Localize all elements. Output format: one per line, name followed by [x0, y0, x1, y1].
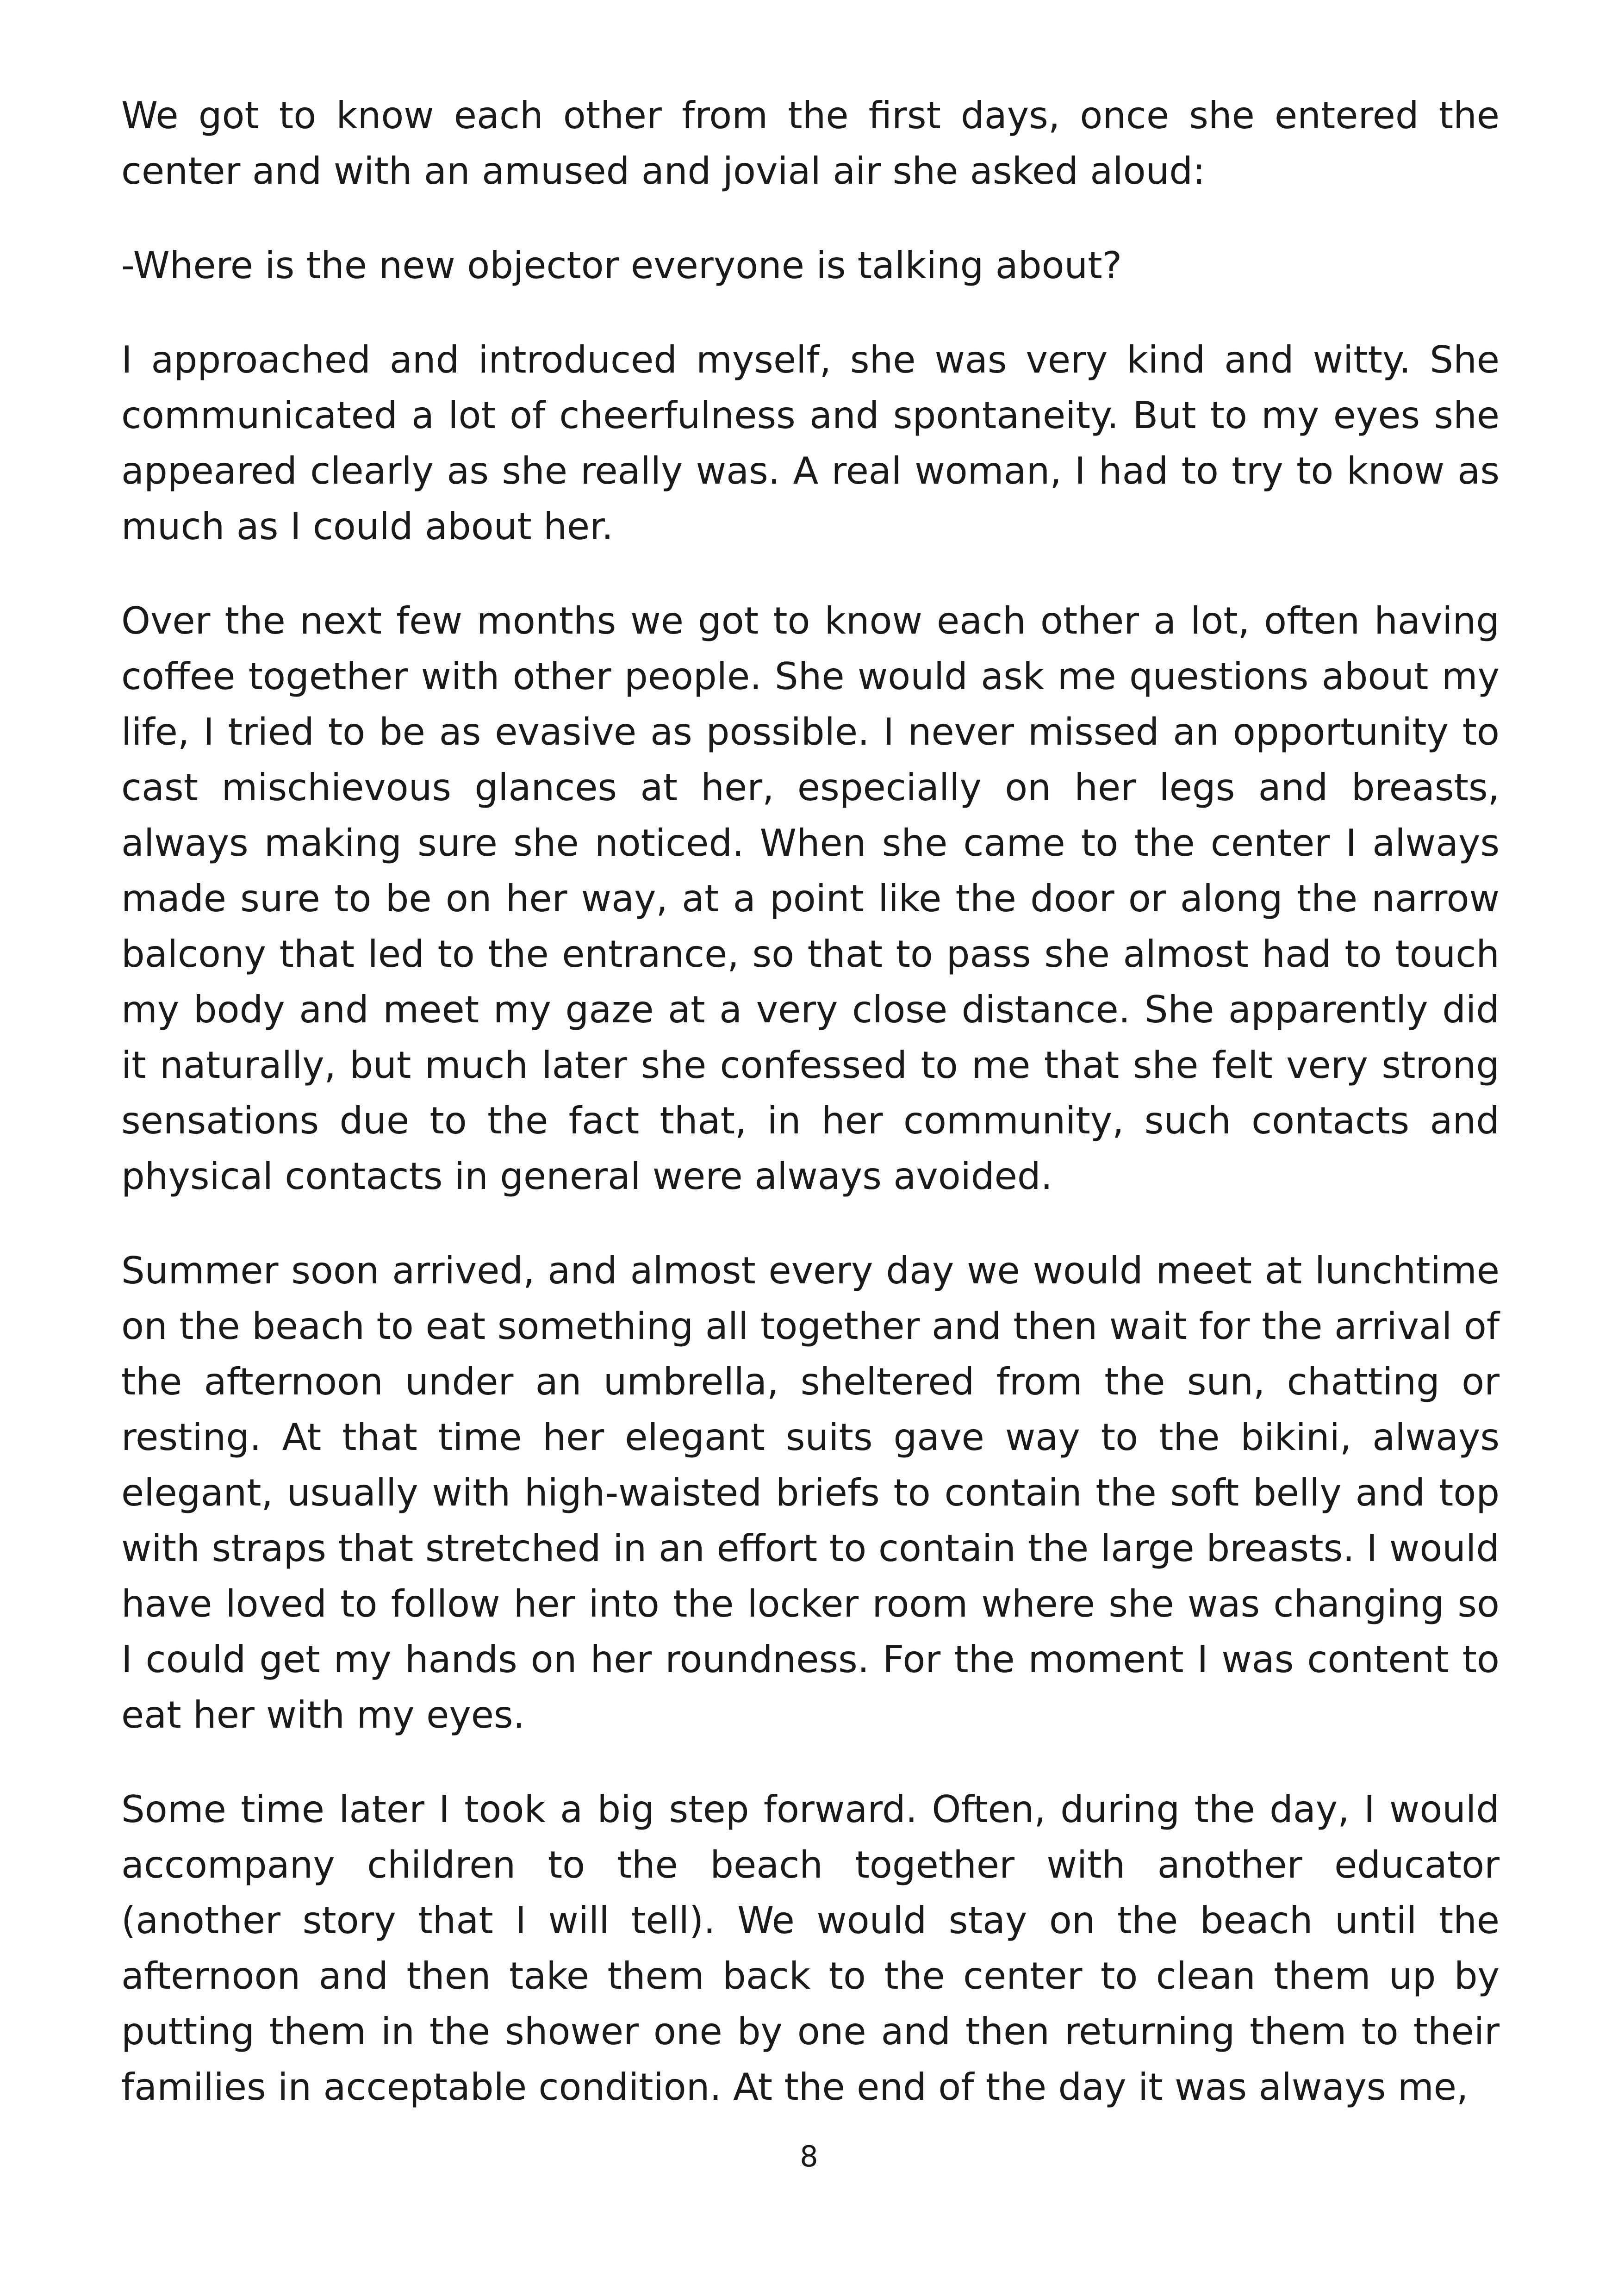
- paragraph: -Where is the new objector everyone is talking about?: [121, 244, 1122, 287]
- paragraph: We got to know each other from the first days, once she entered the center and with an amused and jovial air she asked aloud:: [121, 94, 1500, 193]
- paragraph: I approached and introduced myself, she was very kind and witty. She communicated a lot of cheerfulness and spontaneity. But to my eyes she appeared clearly as she really was. A real woman, I had to try to know as much as I could about her.: [121, 338, 1500, 548]
- page-body-text: [121, 88, 1500, 2115]
- paragraph: Summer soon arrived, and almost every day we would meet at lunchtime on the beach to eat something all together and then wait for the arrival of the afternoon under an umbrella, sheltered from the sun, chatting or resting. At that time her elegant suits gave way to the bikini, always elegant, usually with high-waisted briefs to contain the soft belly and top with straps that stretched in an effort to contain the large breasts. I would have loved to follow her into the locker room where she was changing so I could get my hands on her roundness. For the moment I was content to eat her with my eyes.: [121, 1249, 1500, 1736]
- paragraph: Over the next few months we got to know each other a lot, often having coffee together with other people. She would ask me questions about my life, I tried to be as evasive as possible. I never missed an opportunity to cast mischievous glances at her, especially on her legs and breasts, always making sure she noticed. When she came to the center I always made sure to be on her way, at a point like the door or along the narrow balcony that led to the entrance, so that to pass she almost had to touch my body and meet my gaze at a very close distance. She apparently did it naturally, but much later she confessed to me that she felt very strong sensations due to the fact that, in her community, such contacts and physical contacts in general were always avoided.: [121, 599, 1500, 1198]
- page-number: 8: [800, 2140, 818, 2173]
- paragraph: Some time later I took a big step forward. Often, during the day, I would accompany children to the beach together with another educator (another story that I will tell). We would stay on the beach until the afternoon and then take them back to the center to clean them up by putting them in the shower one by one and then returning them to their families in acceptable condition. At the end of the day it was always me,: [121, 1788, 1500, 2109]
